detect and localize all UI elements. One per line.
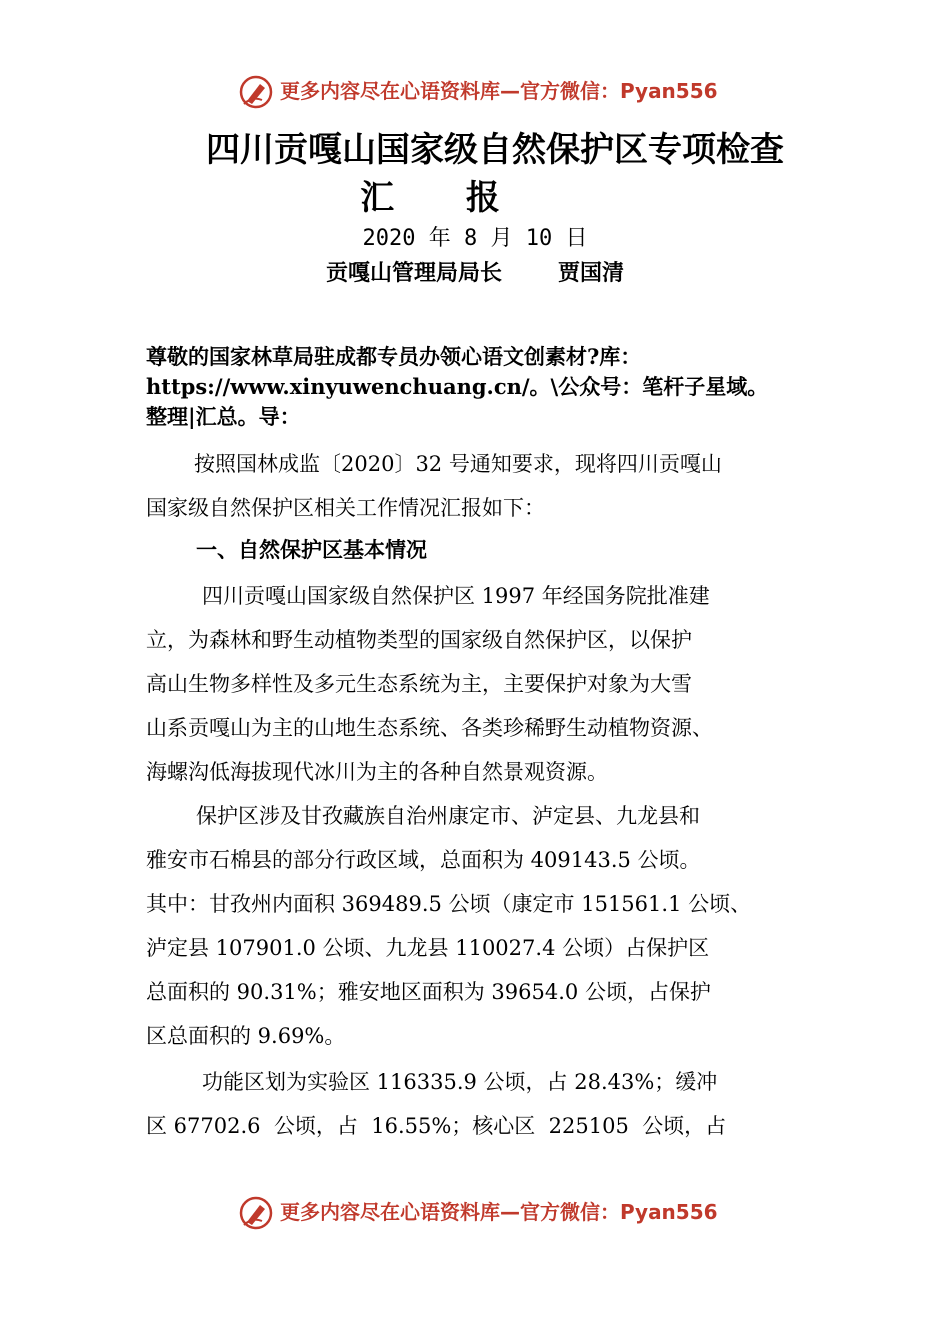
text-line: 其中：甘孜州内面积 369489.5 公顷（康定市 151561.1 公顷、 xyxy=(146,892,752,916)
text-line: 按照国林成监〔2020〕32 号通知要求，现将四川贡嘎山 xyxy=(194,452,722,476)
text-line: 高山生物多样性及多元生态系统为主，主要保护对象为大雪 xyxy=(146,672,692,696)
intro-paragraph xyxy=(146,442,810,530)
text-line: 山系贡嘎山为主的山地生态系统、各类珍稀野生动植物资源、 xyxy=(146,716,713,740)
text-line: 雅安市石棉县的部分行政区域，总面积为 409143.5 公顷。 xyxy=(146,848,701,872)
document-subtitle: 汇 报 xyxy=(360,178,530,218)
paragraph-area xyxy=(146,794,810,1058)
text-line: 海螺沟低海拔现代冰川为主的各种自然景观资源。 xyxy=(146,760,608,784)
salutation-line: 整理|汇总。导： xyxy=(146,404,301,429)
text-line: 区总面积的 9.69%。 xyxy=(146,1024,346,1048)
author-position: 贡嘎山管理局局长 xyxy=(325,260,502,286)
text-line: 立，为森林和野生动植物类型的国家级自然保护区，以保护 xyxy=(146,628,692,652)
text-line: 保护区涉及甘孜藏族自治州康定市、泸定县、九龙县和 xyxy=(196,804,700,828)
text-line: 区 67702.6 公顷，占 16.55%；核心区 225105 公顷，占 xyxy=(146,1114,727,1138)
report-date: 2020 年 8 月 10 日 xyxy=(362,226,588,251)
paragraph-zoning xyxy=(146,1060,810,1148)
pen-nib-logo-icon xyxy=(238,74,274,110)
watermark-text: 更多内容尽在心语资料库—官方微信：Pyan556 xyxy=(280,79,718,103)
footer-watermark-banner xyxy=(0,1193,950,1233)
header-watermark-banner xyxy=(0,72,950,112)
author-name: 贾国清 xyxy=(558,260,625,286)
text-line: 总面积的 90.31%；雅安地区面积为 39654.0 公顷，占保护 xyxy=(146,980,711,1004)
text-line: 功能区划为实验区 116335.9 公顷，占 28.43%；缓冲 xyxy=(202,1070,718,1094)
salutation-line: 尊敬的国家林草局驻成都专员办领心语文创素材?库： xyxy=(146,344,642,369)
pen-nib-logo-icon xyxy=(238,1195,274,1231)
text-line: 国家级自然保护区相关工作情况汇报如下： xyxy=(146,496,545,520)
paragraph-overview xyxy=(146,574,810,794)
section-heading: 一、自然保护区基本情况 xyxy=(196,538,427,562)
document-title: 四川贡嘎山国家级自然保护区专项检查 xyxy=(206,130,784,170)
watermark-text: 更多内容尽在心语资料库—官方微信：Pyan556 xyxy=(280,1200,718,1224)
salutation xyxy=(146,342,826,432)
text-line: 泸定县 107901.0 公顷、九龙县 110027.4 公顷）占保护区 xyxy=(146,936,710,960)
salutation-line: https://www.xinyuwenchuang.cn/。\公众号：笔杆子星域。 xyxy=(146,374,769,399)
text-line: 四川贡嘎山国家级自然保护区 1997 年经国务院批准建 xyxy=(202,584,710,608)
report-author xyxy=(0,258,950,288)
